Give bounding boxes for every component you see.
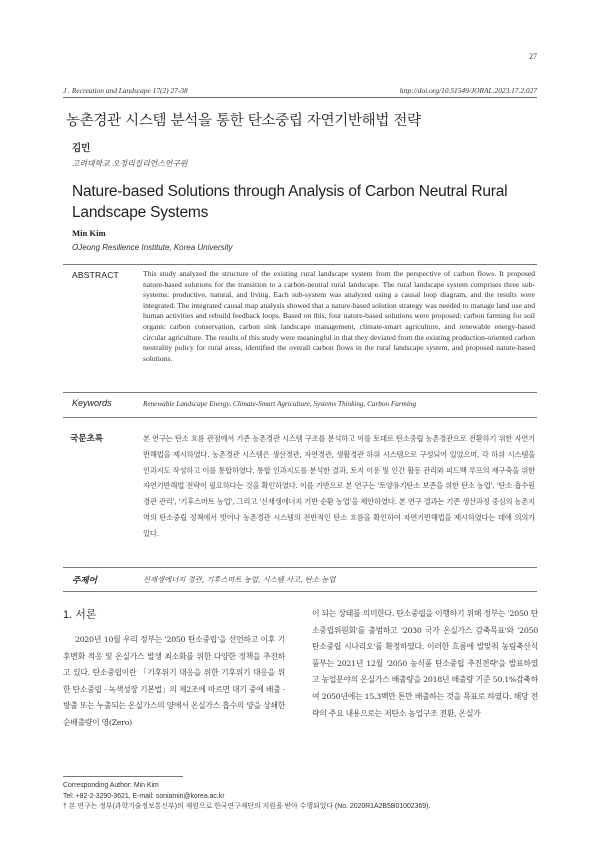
korean-keywords-top-divider: [63, 567, 537, 568]
english-affiliation: OJeong Resilience Institute, Korea University: [72, 243, 233, 252]
korean-keywords-label: 주제어: [72, 576, 97, 586]
journal-citation: J . Recreation and Landscape 17(2) 27-38: [63, 86, 188, 95]
abstract-top-divider: [63, 264, 537, 265]
footnotes: [63, 781, 543, 813]
keywords-top-divider: [63, 392, 537, 393]
korean-title: 농촌경관 시스템 분석을 통한 탄소중립 자연기반해법 전략: [66, 113, 421, 129]
running-header: [63, 86, 537, 95]
keywords-bottom-divider: [63, 417, 537, 418]
keywords-text: Renewable Landscape Energy, Climate-Smart Agriculture, Systems Thinking, Carbon Farming: [143, 400, 417, 408]
english-title: Nature-based Solutions through Analysis of Carbon Neutral Rural Landscape Systems: [72, 183, 508, 221]
body-column-left: [63, 606, 285, 732]
section-heading: 1. 서론: [63, 609, 97, 621]
korean-abstract-label: 국문초록: [70, 434, 104, 444]
abstract-label: ABSTRACT: [72, 270, 119, 280]
footnote-divider: [63, 776, 183, 777]
korean-keywords-text: 신재생에너지 경관, 기후스마트 농업, 시스템 사고, 탄소 농업: [143, 575, 336, 584]
korean-abstract-text: 본 연구는 탄소 흐름 관점에서 기존 농촌경관 시스템 구조를 분석하고 이를 토대로 탄소중립 농촌경관으로 전환하기 위한 자연기반해법을 제시하였다. 농촌경관 시스템은 생산경관, 자연경관, 생활경관 하위 시스템으로 구성되어 있었으며, 각 하위 시스템을 인과지도 작성하고 이를 통합하였다. 통합 인과지도를 분석한 결과, 토지 이용 및 인간 활동 관리와 피드백 루프의 재구축을 위한 자연기반해법 전략이 필요하다는 것을 확인하였다. 이를 기반으로 본 연구는 '토양유기탄소 보존을 위한 탄소 농업', '탄소 흡수원 경관 관리', '기후스마트 농업', 그리고 '신재생에너지 기반 순환 농업'을 제안하였다. 본 연구 결과는 기존 생산과정 중심의 농촌지역의 탄소중립 정책에서 벗어나 농촌경관 시스템의 전반적인 탄소 흐름을 확인하여 자연기반해법을 제시하였다는 데에 의의가 있다.: [143, 434, 535, 538]
abstract-text: This study analyzed the structure of the existing rural landscape system from the perspective of carbon flows. It proposed nature-based solutions for the transition to a carbon-neutral rural landscape. The rural landscape system comprises three sub-systems: productive, natural, and living. Each sub-system was analyzed using a causal loop diagram, and the results were integrated. The integrated causal map analysis showed that a nature-based solution strategy was needed to manage land use and human activities and rebuild feedback loops. Based on this, four nature-based solutions were proposed: carbon farming for soil organic carbon conservation, carbon sink landscape management, climate-smart agriculture, and renewable energy-based circular agriculture. The results of this study were meaningful in that they deviated from the existing production-oriented carbon neutrality policy for rural areas, identified the overall carbon flows in the rural landscape system, and proposed nature-based solutions.: [143, 269, 535, 363]
header-divider: [63, 97, 537, 98]
korean-author: 김민: [72, 143, 91, 154]
funding-note: † 본 연구는 정부(과학기술정보통신부)의 재원으로 한국연구재단의 지원을 받아 수행되었다 (No. 2020R1A2B5B01002369).: [63, 803, 431, 811]
korean-affiliation: 고려대학교 오정리질리언스연구원: [72, 159, 188, 168]
page-number: 27: [529, 52, 537, 61]
corresponding-author: Corresponding Author: Min Kim: [63, 782, 159, 789]
author-contact: Tel: +82-2-3290-3621, E-mail: soniamin@korea.ac.kr: [63, 792, 225, 800]
body-column-right: [312, 606, 538, 722]
keywords-label: Keywords: [72, 398, 112, 408]
body-paragraph-left: 2020년 10월 우리 정부는 '2050 탄소중립'을 선언하고 이후 기후변화 적응 및 온실가스 발생 최소화를 위한 다양한 정책을 추진하고 있다. 탄소중립이란 「기후위기 대응을 위한 기후위기 대응을 위한 탄소중립 · 녹색성장 기본법」의 제2조에 따르면 대기 중에 배출 · 방출 또는 누출되는 온실가스의 양에서 온실가스 흡수의 양을 상쇄한 순배출량이 영(Zero): [63, 635, 285, 727]
doi-link[interactable]: http://doi.org/10.51549/JORAL.2023.17.2.027: [399, 86, 537, 95]
body-paragraph-right: 이 되는 상태를 의미한다. 탄소중립을 이행하기 위해 정부는 '2050 탄소중립위원회'를 출범하고 '2030 국가 온실가스 감축목표'와 '2050 탄소중립 시나리오'를 확정하였다. 이러한 흐름에 발맞춰 농림축산식품부는 2021년 12월 '2050 농식품 탄소중립 추진전략'을 발표하였고 농업분야의 온실가스 배출량을 2018년 배출량 기준 50.1%감축하여 2050년에는 15.3백만 톤만 배출하는 것을 목표로 하였다. 해당 전략의 주요 내용으로는 저탄소 농업구조 전환, 온실가: [312, 609, 538, 718]
korean-keywords-bottom-divider: [63, 591, 537, 592]
english-author: Min Kim: [72, 228, 106, 238]
